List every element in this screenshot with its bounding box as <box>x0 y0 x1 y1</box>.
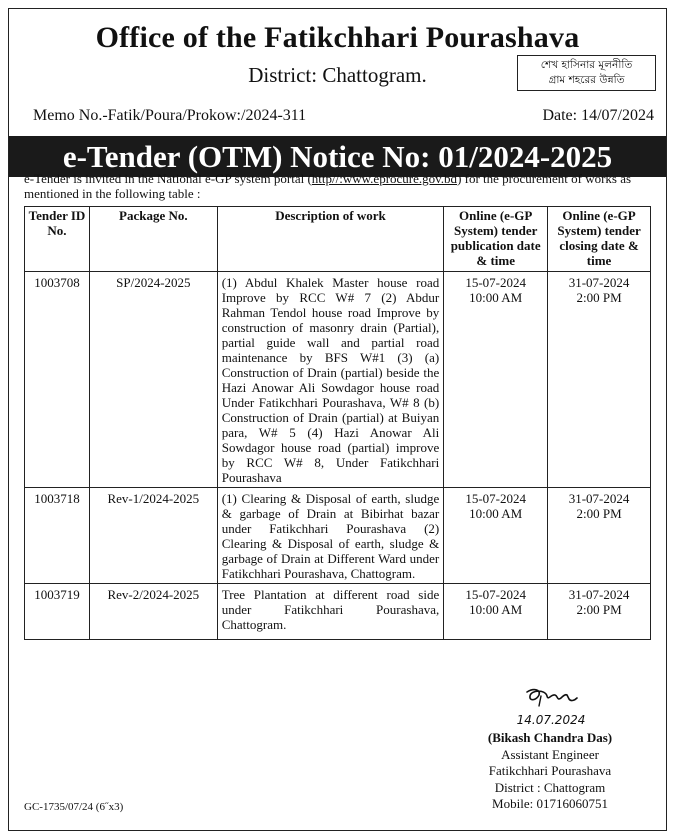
signatory-office: Fatikchhari Pourashava <box>488 763 612 778</box>
gc-code: GC-1735/07/24 (6˝x3) <box>24 801 124 813</box>
cell-closing <box>548 488 651 584</box>
cell-publication <box>444 272 548 488</box>
table-header-row <box>25 207 651 272</box>
header-package: Package No. <box>89 207 217 272</box>
cell-tender-id: 1003718 <box>25 488 90 584</box>
signature-block <box>450 686 650 813</box>
intro-text-after: ) for the procurement of works as mentioned in the following table : <box>24 171 632 201</box>
publication-time: 10:00 AM <box>469 290 523 305</box>
signature-date: 14.07.2024 <box>516 713 586 727</box>
publication-date: 15-07-2024 <box>465 587 527 602</box>
closing-time: 2:00 PM <box>576 602 622 617</box>
signatory-mobile: Mobile: 01716060751 <box>492 796 608 811</box>
office-title: Office of the Fatikchhari Pourashava <box>95 21 580 54</box>
closing-date: 31-07-2024 <box>568 587 630 602</box>
signatory-district: District : Chattogram <box>494 779 606 795</box>
cell-description: (1) Clearing & Disposal of earth, sludge & garbage of Drain at Bibirhat bazar under Fatikchhari Pourashava (2) Clearing & Disposal of earth, sludge & garbage of Drain at Different Ward under Fatikchhari Pourashava, Chattogram. <box>217 488 444 584</box>
cell-tender-id: 1003719 <box>25 584 90 640</box>
district-line: District: Chattogram. <box>248 63 427 87</box>
intro-paragraph <box>24 171 663 201</box>
cell-publication <box>444 488 548 584</box>
slogan-box <box>517 55 656 91</box>
table-row <box>25 488 651 584</box>
publication-date: 15-07-2024 <box>465 275 527 290</box>
memo-row <box>33 107 654 125</box>
cell-tender-id: 1003708 <box>25 272 90 488</box>
table-row <box>25 272 651 488</box>
cell-package: Rev-2/2024-2025 <box>89 584 217 640</box>
table-row <box>25 584 651 640</box>
memo-number: Memo No.-Fatik/Poura/Prokow:/2024-311 <box>33 107 307 124</box>
header-closing: Online (e-GP System) tender closing date & time <box>548 207 651 272</box>
publication-time: 10:00 AM <box>469 506 523 521</box>
cell-closing <box>548 272 651 488</box>
signatory-designation: Assistant Engineer <box>501 746 599 762</box>
cell-publication <box>444 584 548 640</box>
slogan-line-2: গ্রাম শহরের উন্নতি <box>548 74 625 86</box>
cell-package: SP/2024-2025 <box>89 272 217 488</box>
publication-time: 10:00 AM <box>469 602 523 617</box>
header-tender-id: Tender ID No. <box>25 207 90 272</box>
intro-text-before: e-Tender is invited in the National e-GP system portal ( <box>24 171 312 186</box>
header-publication: Online (e-GP System) tender publication date & time <box>444 207 548 272</box>
slogan-line-1: শেখ হাসিনার মূলনীতি <box>540 59 633 71</box>
closing-date: 31-07-2024 <box>568 491 630 506</box>
notice-date: Date: 14/07/2024 <box>542 107 654 124</box>
tender-table <box>24 206 651 640</box>
cell-description: Tree Plantation at different road side under Fatikchhari Pourashava, Chattogram. <box>217 584 444 640</box>
closing-time: 2:00 PM <box>576 290 622 305</box>
signature-mark <box>505 686 595 730</box>
cell-closing <box>548 584 651 640</box>
cell-description: (1) Abdul Khalek Master house road Improve by RCC W# 7 (2) Abdur Rahman Tendol house road Improve by construction of masonry drain (Partial), partial guide wall and partial road maintenance by BFS W#1 (3) (a) Construction of Drain (partial) beside the Hazi Anowar Ali Sowdagor house road Under Fatikchhari Pourashava, W# 8 (b) Construction of Drain (partial) at Buiyan para, W# 5 (4) Hazi Anowar Ali Sowdagor house road (partial) improve by RCC W# 8, Under Fatikchhari Pourashava <box>217 272 444 488</box>
cell-package: Rev-1/2024-2025 <box>89 488 217 584</box>
header-description: Description of work <box>217 207 444 272</box>
portal-url: http//:www.eprocure.gov.bd <box>311 171 458 186</box>
notice-title-banner: e-Tender (OTM) Notice No: 01/2024-2025 <box>9 136 666 177</box>
closing-time: 2:00 PM <box>576 506 622 521</box>
publication-date: 15-07-2024 <box>465 491 527 506</box>
closing-date: 31-07-2024 <box>568 275 630 290</box>
signatory-name: (Bikash Chandra Das) <box>487 730 613 745</box>
